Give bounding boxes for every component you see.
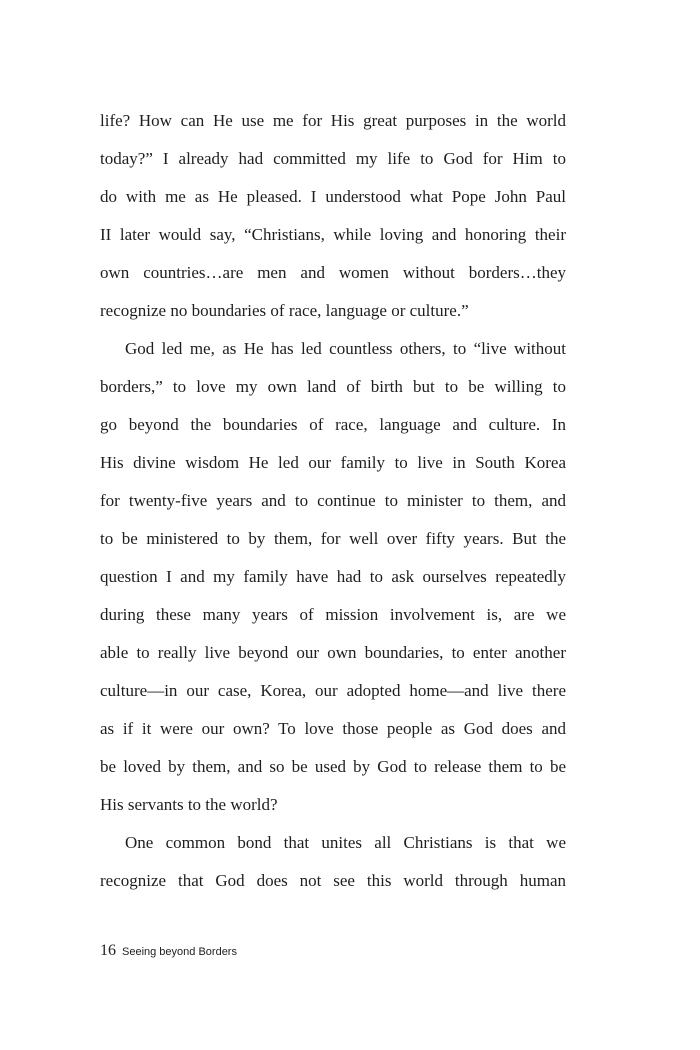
text-line: question I and my family have had to ask ourselves repeatedly: [100, 567, 566, 586]
paragraph-start-line: God led me, as He has led countless others, to “live without: [125, 339, 566, 358]
text-line: culture—in our case, Korea, our adopted home—and live there: [100, 681, 566, 700]
text-line: His divine wisdom He led our family to live in South Korea: [100, 453, 566, 472]
text-line: do with me as He pleased. I understood what Pope John Paul: [100, 187, 566, 206]
text-line: recognize that God does not see this world through human: [100, 871, 566, 890]
paragraph-start-line: One common bond that unites all Christians is that we: [125, 833, 566, 852]
text-line: to be ministered to by them, for well over fifty years. But the: [100, 529, 566, 548]
text-line: be loved by them, and so be used by God to release them to be: [100, 757, 566, 776]
running-title: Seeing beyond Borders: [122, 946, 237, 958]
paragraph-end-line: His servants to the world?: [100, 795, 278, 814]
text-line: own countries…are men and women without borders…they: [100, 263, 566, 282]
text-line: II later would say, “Christians, while loving and honoring their: [100, 225, 566, 244]
paragraph-end-line: recognize no boundaries of race, language or culture.”: [100, 301, 469, 320]
text-line: today?” I already had committed my life to God for Him to: [100, 149, 566, 168]
text-line: for twenty-five years and to continue to minister to them, and: [100, 491, 566, 510]
text-line: as if it were our own? To love those people as God does and: [100, 719, 566, 738]
page-footer: [100, 942, 237, 964]
text-line: during these many years of mission involvement is, are we: [100, 605, 566, 624]
text-line: go beyond the boundaries of race, language and culture. In: [100, 415, 566, 434]
text-line: borders,” to love my own land of birth but to be willing to: [100, 377, 566, 396]
body-text: [100, 104, 566, 902]
text-line: life? How can He use me for His great purposes in the world: [100, 111, 566, 130]
text-line: able to really live beyond our own boundaries, to enter another: [100, 643, 566, 662]
page-number: 16: [100, 942, 116, 959]
